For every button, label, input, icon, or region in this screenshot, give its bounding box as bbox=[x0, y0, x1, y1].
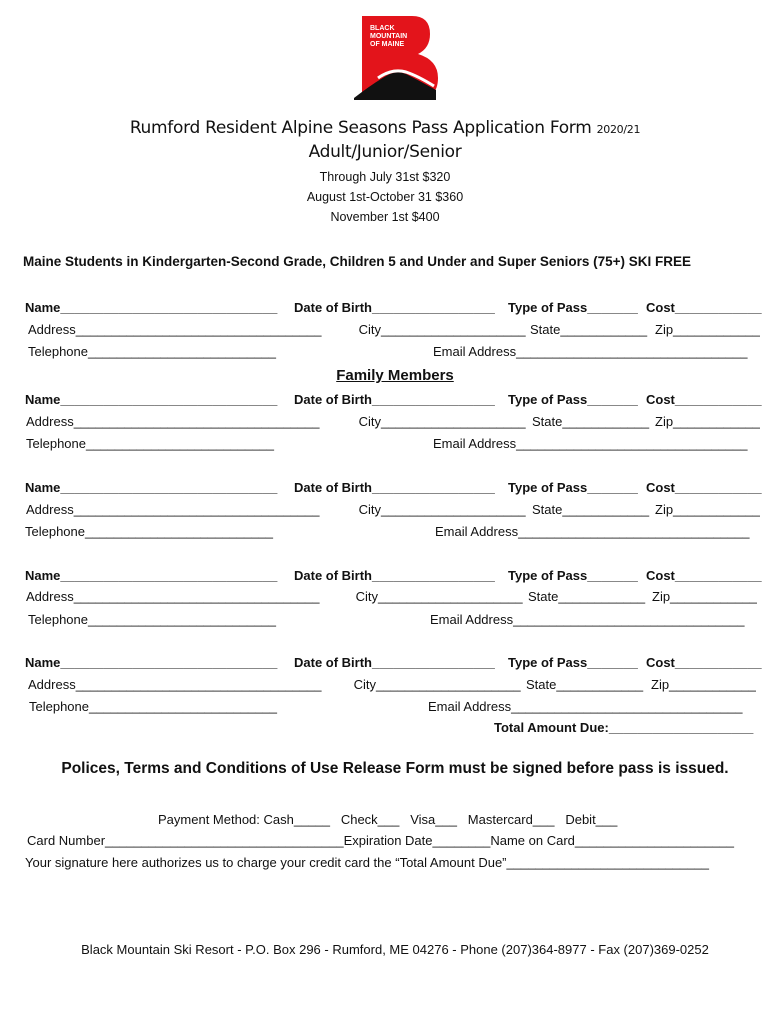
address-field[interactable]: Address__________________________________ bbox=[28, 322, 322, 337]
zip-field[interactable]: Zip____________ bbox=[651, 677, 756, 692]
city-field[interactable]: City____________________ bbox=[350, 677, 521, 692]
city-field[interactable]: City____________________ bbox=[355, 322, 526, 337]
black-mountain-logo bbox=[352, 14, 440, 102]
svg-text:OF MAINE: OF MAINE bbox=[370, 41, 405, 48]
zip-field[interactable]: Zip____________ bbox=[655, 322, 760, 337]
city-field[interactable]: City____________________ bbox=[352, 589, 523, 604]
city-field[interactable]: City____________________ bbox=[355, 414, 526, 429]
pass-type-field[interactable]: Type of Pass_______ bbox=[508, 392, 638, 407]
address-field[interactable]: Address__________________________________ bbox=[28, 677, 322, 692]
name-field[interactable]: Name______________________________ bbox=[25, 392, 278, 407]
card-number-line[interactable]: Card Number_________________________________Expiration Date________Name on Card______________________ bbox=[27, 833, 734, 848]
address-field[interactable]: Address__________________________________ bbox=[26, 414, 320, 429]
svg-text:BLACK: BLACK bbox=[370, 25, 395, 32]
telephone-field[interactable]: Telephone__________________________ bbox=[28, 612, 276, 627]
name-field[interactable]: Name______________________________ bbox=[25, 568, 278, 583]
state-field[interactable]: State____________ bbox=[532, 502, 650, 517]
signature-line[interactable]: Your signature here authorizes us to charge your credit card the “Total Amount Due”____________________________ bbox=[25, 855, 709, 870]
dob-field[interactable]: Date of Birth_________________ bbox=[294, 392, 495, 407]
telephone-field[interactable]: Telephone__________________________ bbox=[26, 436, 274, 451]
cost-field[interactable]: Cost____________ bbox=[646, 655, 762, 670]
payment-method[interactable]: Payment Method: Cash_____ Check___ Visa___ Mastercard___ Debit___ bbox=[158, 812, 618, 827]
telephone-field[interactable]: Telephone__________________________ bbox=[29, 699, 277, 714]
pass-type-field[interactable]: Type of Pass_______ bbox=[508, 480, 638, 495]
email-field[interactable]: Email Address________________________________ bbox=[430, 612, 745, 627]
pass-type-field[interactable]: Type of Pass_______ bbox=[508, 300, 638, 315]
pass-type-field[interactable]: Type of Pass_______ bbox=[508, 655, 638, 670]
name-field[interactable]: Name______________________________ bbox=[25, 655, 278, 670]
telephone-field[interactable]: Telephone__________________________ bbox=[25, 524, 273, 539]
cost-field[interactable]: Cost____________ bbox=[646, 392, 762, 407]
city-field[interactable]: City____________________ bbox=[355, 502, 526, 517]
total-amount-due[interactable]: Total Amount Due:____________________ bbox=[494, 720, 754, 735]
zip-field[interactable]: Zip____________ bbox=[655, 414, 760, 429]
telephone-field[interactable]: Telephone__________________________ bbox=[28, 344, 276, 359]
name-field[interactable]: Name______________________________ bbox=[25, 300, 278, 315]
cost-field[interactable]: Cost____________ bbox=[646, 300, 762, 315]
dob-field[interactable]: Date of Birth_________________ bbox=[294, 480, 495, 495]
price-line: Through July 31st $320 bbox=[319, 170, 451, 184]
email-field[interactable]: Email Address________________________________ bbox=[433, 436, 748, 451]
cost-field[interactable]: Cost____________ bbox=[646, 568, 762, 583]
footer-contact: Black Mountain Ski Resort - P.O. Box 296 - Rumford, ME 04276 - Phone (207)364-8977 - Fax (207)369-0252 bbox=[81, 942, 709, 957]
address-field[interactable]: Address__________________________________ bbox=[26, 589, 320, 604]
state-field[interactable]: State____________ bbox=[526, 677, 644, 692]
zip-field[interactable]: Zip____________ bbox=[655, 502, 760, 517]
price-line: November 1st $400 bbox=[330, 210, 440, 224]
family-members-heading: Family Members bbox=[336, 367, 454, 384]
price-line: August 1st-October 31 $360 bbox=[306, 190, 464, 204]
address-field[interactable]: Address__________________________________ bbox=[26, 502, 320, 517]
state-field[interactable]: State____________ bbox=[528, 589, 646, 604]
dob-field[interactable]: Date of Birth_________________ bbox=[294, 300, 495, 315]
state-field[interactable]: State____________ bbox=[532, 414, 650, 429]
state-field[interactable]: State____________ bbox=[530, 322, 648, 337]
pass-type-field[interactable]: Type of Pass_______ bbox=[508, 568, 638, 583]
email-field[interactable]: Email Address________________________________ bbox=[433, 344, 748, 359]
free-ski-notice: Maine Students in Kindergarten-Second Grade, Children 5 and Under and Super Seniors (75+) SKI FREE bbox=[23, 254, 691, 269]
dob-field[interactable]: Date of Birth_________________ bbox=[294, 568, 495, 583]
svg-text:MOUNTAIN: MOUNTAIN bbox=[370, 33, 408, 40]
cost-field[interactable]: Cost____________ bbox=[646, 480, 762, 495]
email-field[interactable]: Email Address________________________________ bbox=[428, 699, 743, 714]
policy-notice: Polices, Terms and Conditions of Use Release Form must be signed before pass is issued. bbox=[61, 760, 729, 777]
form-title: Rumford Resident Alpine Seasons Pass Application Form 2020/21 bbox=[129, 118, 641, 138]
name-field[interactable]: Name______________________________ bbox=[25, 480, 278, 495]
dob-field[interactable]: Date of Birth_________________ bbox=[294, 655, 495, 670]
form-subtitle: Adult/Junior/Senior bbox=[308, 142, 462, 162]
email-field[interactable]: Email Address________________________________ bbox=[435, 524, 750, 539]
zip-field[interactable]: Zip____________ bbox=[652, 589, 757, 604]
